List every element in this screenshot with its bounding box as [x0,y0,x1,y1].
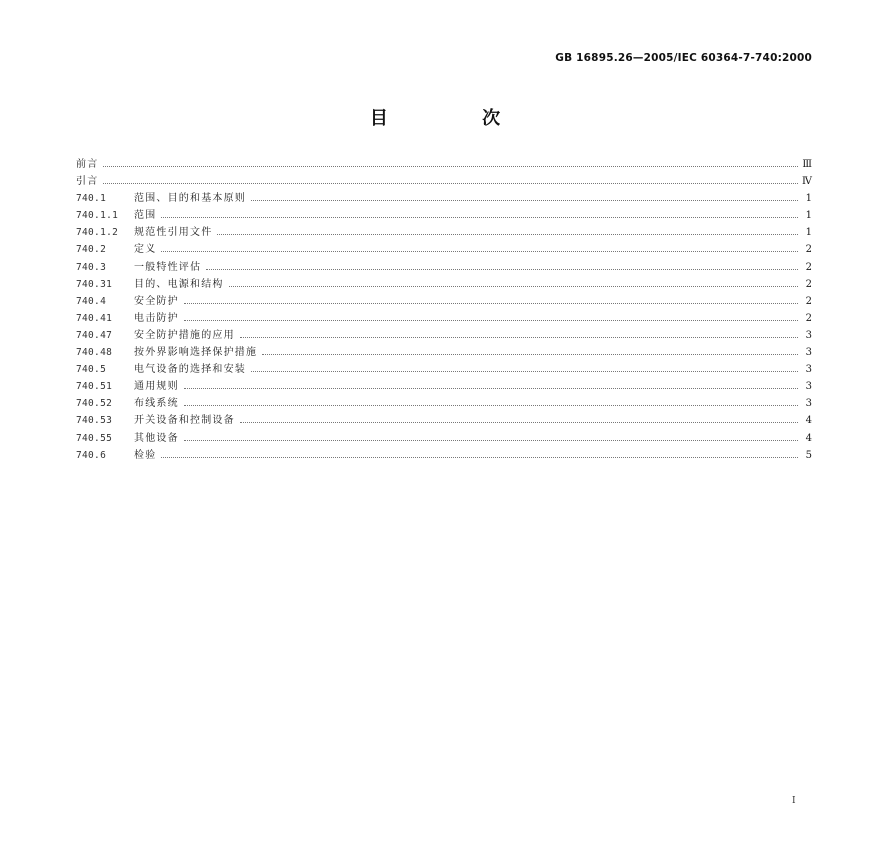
toc-entry[interactable] [76,361,812,378]
toc-entry[interactable] [76,430,812,447]
toc-entry[interactable] [76,156,812,173]
toc-entry[interactable] [76,224,812,241]
toc-entry-page: 1 [805,210,812,222]
toc-entry-number: 740.5 [76,364,107,376]
toc-entry-page: 3 [805,381,812,393]
toc-entry[interactable] [76,310,812,327]
toc-entry-number: 740.52 [76,398,113,410]
toc-entry-number: 740.48 [76,347,113,359]
toc-entry[interactable] [76,344,812,361]
toc-dot-leader [184,320,798,321]
toc-entry[interactable] [76,412,812,429]
toc-title: 目 次 [369,108,545,129]
toc-entry-title: 前言 [76,159,99,170]
toc-entry-title: 开关设备和控制设备 [134,415,235,427]
toc-entry-page: 1 [805,227,812,239]
toc-dot-leader [184,303,798,304]
toc-entry[interactable] [76,190,812,207]
toc-entry[interactable] [76,207,812,224]
toc-entry-number: 740.47 [76,329,113,341]
toc-entry[interactable] [76,395,812,412]
toc-entry-page: 5 [805,449,812,461]
toc-dot-leader [103,166,798,167]
toc-entry-title: 范围、目的和基本原则 [134,193,246,205]
toc-entry-title: 安全防护措施的应用 [134,329,235,341]
toc-entry-page: 3 [805,329,812,341]
toc-entry[interactable] [76,327,812,344]
toc-entry[interactable] [76,241,812,258]
toc-entry-page: 2 [805,295,812,307]
toc-entry[interactable] [76,173,812,190]
toc-entry-number: 740.53 [76,415,113,427]
toc-dot-leader [229,286,798,287]
toc-entry-page: 2 [805,261,812,273]
toc-dot-leader [262,354,798,355]
toc-entry-title: 其他设备 [134,432,179,444]
toc-entry-number: 740.3 [76,261,107,273]
table-of-contents [76,156,812,464]
toc-entry-number: 740.51 [76,381,113,393]
toc-entry[interactable] [76,259,812,276]
toc-entry-page: 4 [805,415,812,427]
toc-entry-title: 目的、电源和结构 [134,278,224,290]
toc-entry-title: 按外界影响选择保护措施 [134,347,258,359]
toc-dot-leader [240,422,798,423]
standard-number-header: GB 16895.26—2005/IEC 60364-7-740:2000 [555,52,812,64]
toc-entry-title: 检验 [134,449,157,461]
toc-entry-number: 740.2 [76,244,107,256]
toc-entry-title: 电击防护 [134,312,179,324]
toc-dot-leader [161,217,798,218]
page-folio: Ⅰ [792,796,796,806]
toc-entry-title: 电气设备的选择和安装 [134,364,246,376]
toc-dot-leader [184,405,798,406]
toc-entry-number: 740.55 [76,432,113,444]
toc-entry[interactable] [76,293,812,310]
toc-dot-leader [251,200,798,201]
toc-entry[interactable] [76,447,812,464]
toc-dot-leader [184,440,798,441]
toc-entry-title: 规范性引用文件 [134,227,213,239]
toc-entry-title: 引言 [76,176,99,188]
toc-entry-number: 740.1.1 [76,210,119,222]
toc-dot-leader [251,371,798,372]
toc-entry-title: 定义 [134,244,157,256]
toc-entry-page: 2 [805,278,812,290]
toc-entry-page: 2 [805,244,812,256]
toc-dot-leader [240,337,798,338]
toc-entry-number: 740.4 [76,295,107,307]
toc-entry-number: 740.1 [76,193,107,205]
toc-entry-page: 3 [805,398,812,410]
toc-entry-page: 4 [805,432,812,444]
toc-dot-leader [161,251,798,252]
toc-entry-page: 3 [805,347,812,359]
toc-entry-title: 安全防护 [134,295,179,307]
toc-entry-page: 3 [805,364,812,376]
toc-entry-number: 740.41 [76,312,113,324]
toc-entry-number: 740.1.2 [76,227,119,239]
toc-entry[interactable] [76,378,812,395]
toc-entry-page: 1 [805,193,812,205]
toc-entry-title: 一般特性评估 [134,261,202,273]
toc-entry[interactable] [76,276,812,293]
toc-entry-number: 740.6 [76,449,107,461]
toc-dot-leader [184,388,798,389]
toc-entry-title: 布线系统 [134,398,179,410]
toc-entry-title: 通用规则 [134,381,179,393]
toc-entry-page: Ⅲ [802,159,812,170]
toc-dot-leader [161,457,798,458]
toc-entry-page: Ⅳ [802,176,812,188]
toc-entry-number: 740.31 [76,278,113,290]
toc-entry-page: 2 [805,312,812,324]
toc-dot-leader [206,269,798,270]
toc-dot-leader [103,183,798,184]
toc-dot-leader [217,234,798,235]
toc-entry-title: 范围 [134,210,157,222]
